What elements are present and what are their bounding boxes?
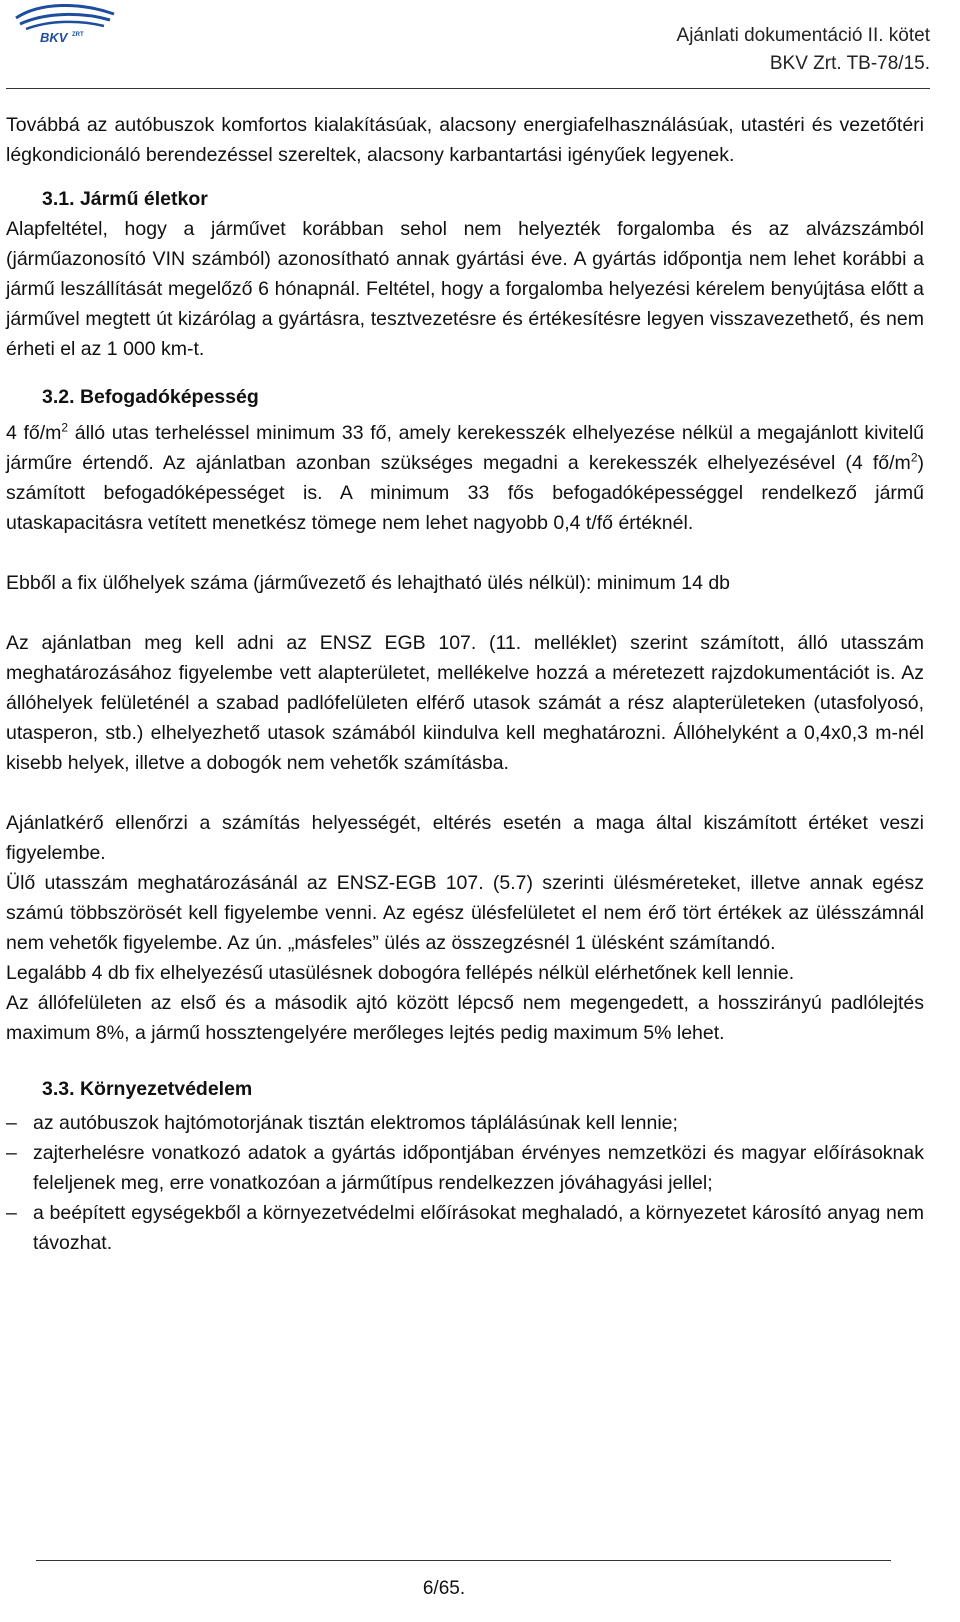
list-item: – zajterhelésre vonatkozó adatok a gyártás időpontjában érvényes nemzetközi és magyar előírásoknak feleljenek meg, erre vonatkozóan a járműtípus rendelkezzen jóváhagyási jellel; <box>6 1142 924 1194</box>
bkv-logo <box>10 4 122 44</box>
footer-divider <box>36 1560 891 1561</box>
floor-slope-paragraph: Az állófelületen az első és a második ajtó között lépcső nem megengedett, a hosszirányú padlólejtés maximum 8%, a jármű hossztengelyére merőleges lejtés pedig maximum 5% lehet. <box>6 992 924 1044</box>
section-title: Környezetvédelem <box>79 1078 253 1100</box>
capacity-paragraph: 4 $fő/m^2$ álló utas terheléssel minimum 33 fő, amely kerekesszék elhelyezése nélkül a megajánlott kivitelű járműre értendő. Az ajánlatban azonban szükséges megadni a kerekesszék elhelyezésével (4 $fő/m^2$) számított befogadóképességet is. A minimum 33 fős befogadóképességgel rendelkező jármű utaskapacitásra vetített menetkész tömege nem lehet nagyobb 0,4 t/fő értéknél. <box>6 420 924 534</box>
list-item: – a beépített egységekből a környezetvédelmi előírásokat meghaladó, a környezetet károsító anyag nem távozhat. <box>6 1202 924 1254</box>
standing-area-paragraph: Az ajánlatban meg kell adni az ENSZ EGB 107. (11. melléklet) szerint számított, álló utasszám meghatározásához figyelembe vett alapterületet, mellékelve hozzá a méretezett rajzdokumentációt is. Az állóhelyek felületénél a szabad padlófelületen elférő utasok számát a rész alapterületeken (utasfolyosó, utasperon, stb.) elhelyezhető utasok számából kiindulva kell meghatározni. Állóhelyként a 0,4x0,3 m-nél kisebb helyek, illetve a dobogók nem vehetők számításba. <box>6 632 924 774</box>
environment-list <box>6 1108 924 1258</box>
document-header <box>677 22 930 78</box>
page-number: 6/65. <box>422 1578 466 1599</box>
intro-paragraph: Továbbá az autóbuszok komfortos kialakításúak, alacsony energiafelhasználásúak, utastéri és vezetőtéri légkondicionáló berendezéssel szereltek, alacsony karbantartási igényűek legyenek. <box>6 114 924 166</box>
section-number: 3.1. <box>42 188 75 210</box>
section-heading-3-2 <box>42 382 924 412</box>
seat-count-paragraph: Ülő utasszám meghatározásánál az ENSZ-EGB 107. (5.7) szerinti ülésméreteket, illetve annak egész számú többszörösét kell figyelembe venni. Az egész ülésfelületet el nem érő tört értékek az ülésszámnál nem vehetők figyelembe. Az ún. „másfeles” ülés az összegzésnél 1 ülésként számítandó. <box>6 872 924 954</box>
logo-text: BKV <box>40 30 68 44</box>
fixed-seats-paragraph: Legalább 4 db fix elhelyezésű utasülésnek dobogóra fellépés nélkül elérhetőnek kell lennie. <box>6 962 795 984</box>
logo-suffix: ZRT <box>72 32 84 38</box>
document-title: Ajánlati dokumentáció II. kötet <box>676 25 930 46</box>
list-item: – az autóbuszok hajtómotorjának tisztán elektromos táplálásúnak kell lennie; <box>6 1112 678 1134</box>
section-number: 3.3. <box>42 1078 75 1100</box>
section-heading-3-1 <box>42 184 924 214</box>
seats-paragraph: Ebből a fix ülőhelyek száma (járművezető és lehajtható ülés nélkül): minimum 14 db <box>6 572 731 594</box>
vehicle-age-paragraph: Alapfeltétel, hogy a járművet korábban sehol nem helyezték forgalomba és az alvázszámból (járműazonosító VIN számból) azonosítható annak gyártási éve. A gyártás időpontja nem lehet korábbi a jármű leszállítását megelőző 6 hónapnál. Feltétel, hogy a forgalomba helyezési kérelem benyújtása előtt a járművel megtett út kizárólag a gyártásra, tesztvezetésre és értékesítésre legyen visszavezethető, és nem érheti el az 1 000 km-t. <box>6 218 924 360</box>
document-body <box>6 110 924 1258</box>
section-number: 3.2. <box>42 386 75 408</box>
verification-paragraph: Ajánlatkérő ellenőrzi a számítás helyességét, eltérés esetén a maga által kiszámított értéket veszi figyelembe. <box>6 812 924 864</box>
document-reference: BKV Zrt. TB-78/15. <box>769 53 930 74</box>
section-title: Jármű életkor <box>79 188 208 210</box>
header-divider <box>6 88 930 89</box>
section-title: Befogadóképesség <box>79 386 259 408</box>
section-heading-3-3 <box>42 1074 924 1104</box>
